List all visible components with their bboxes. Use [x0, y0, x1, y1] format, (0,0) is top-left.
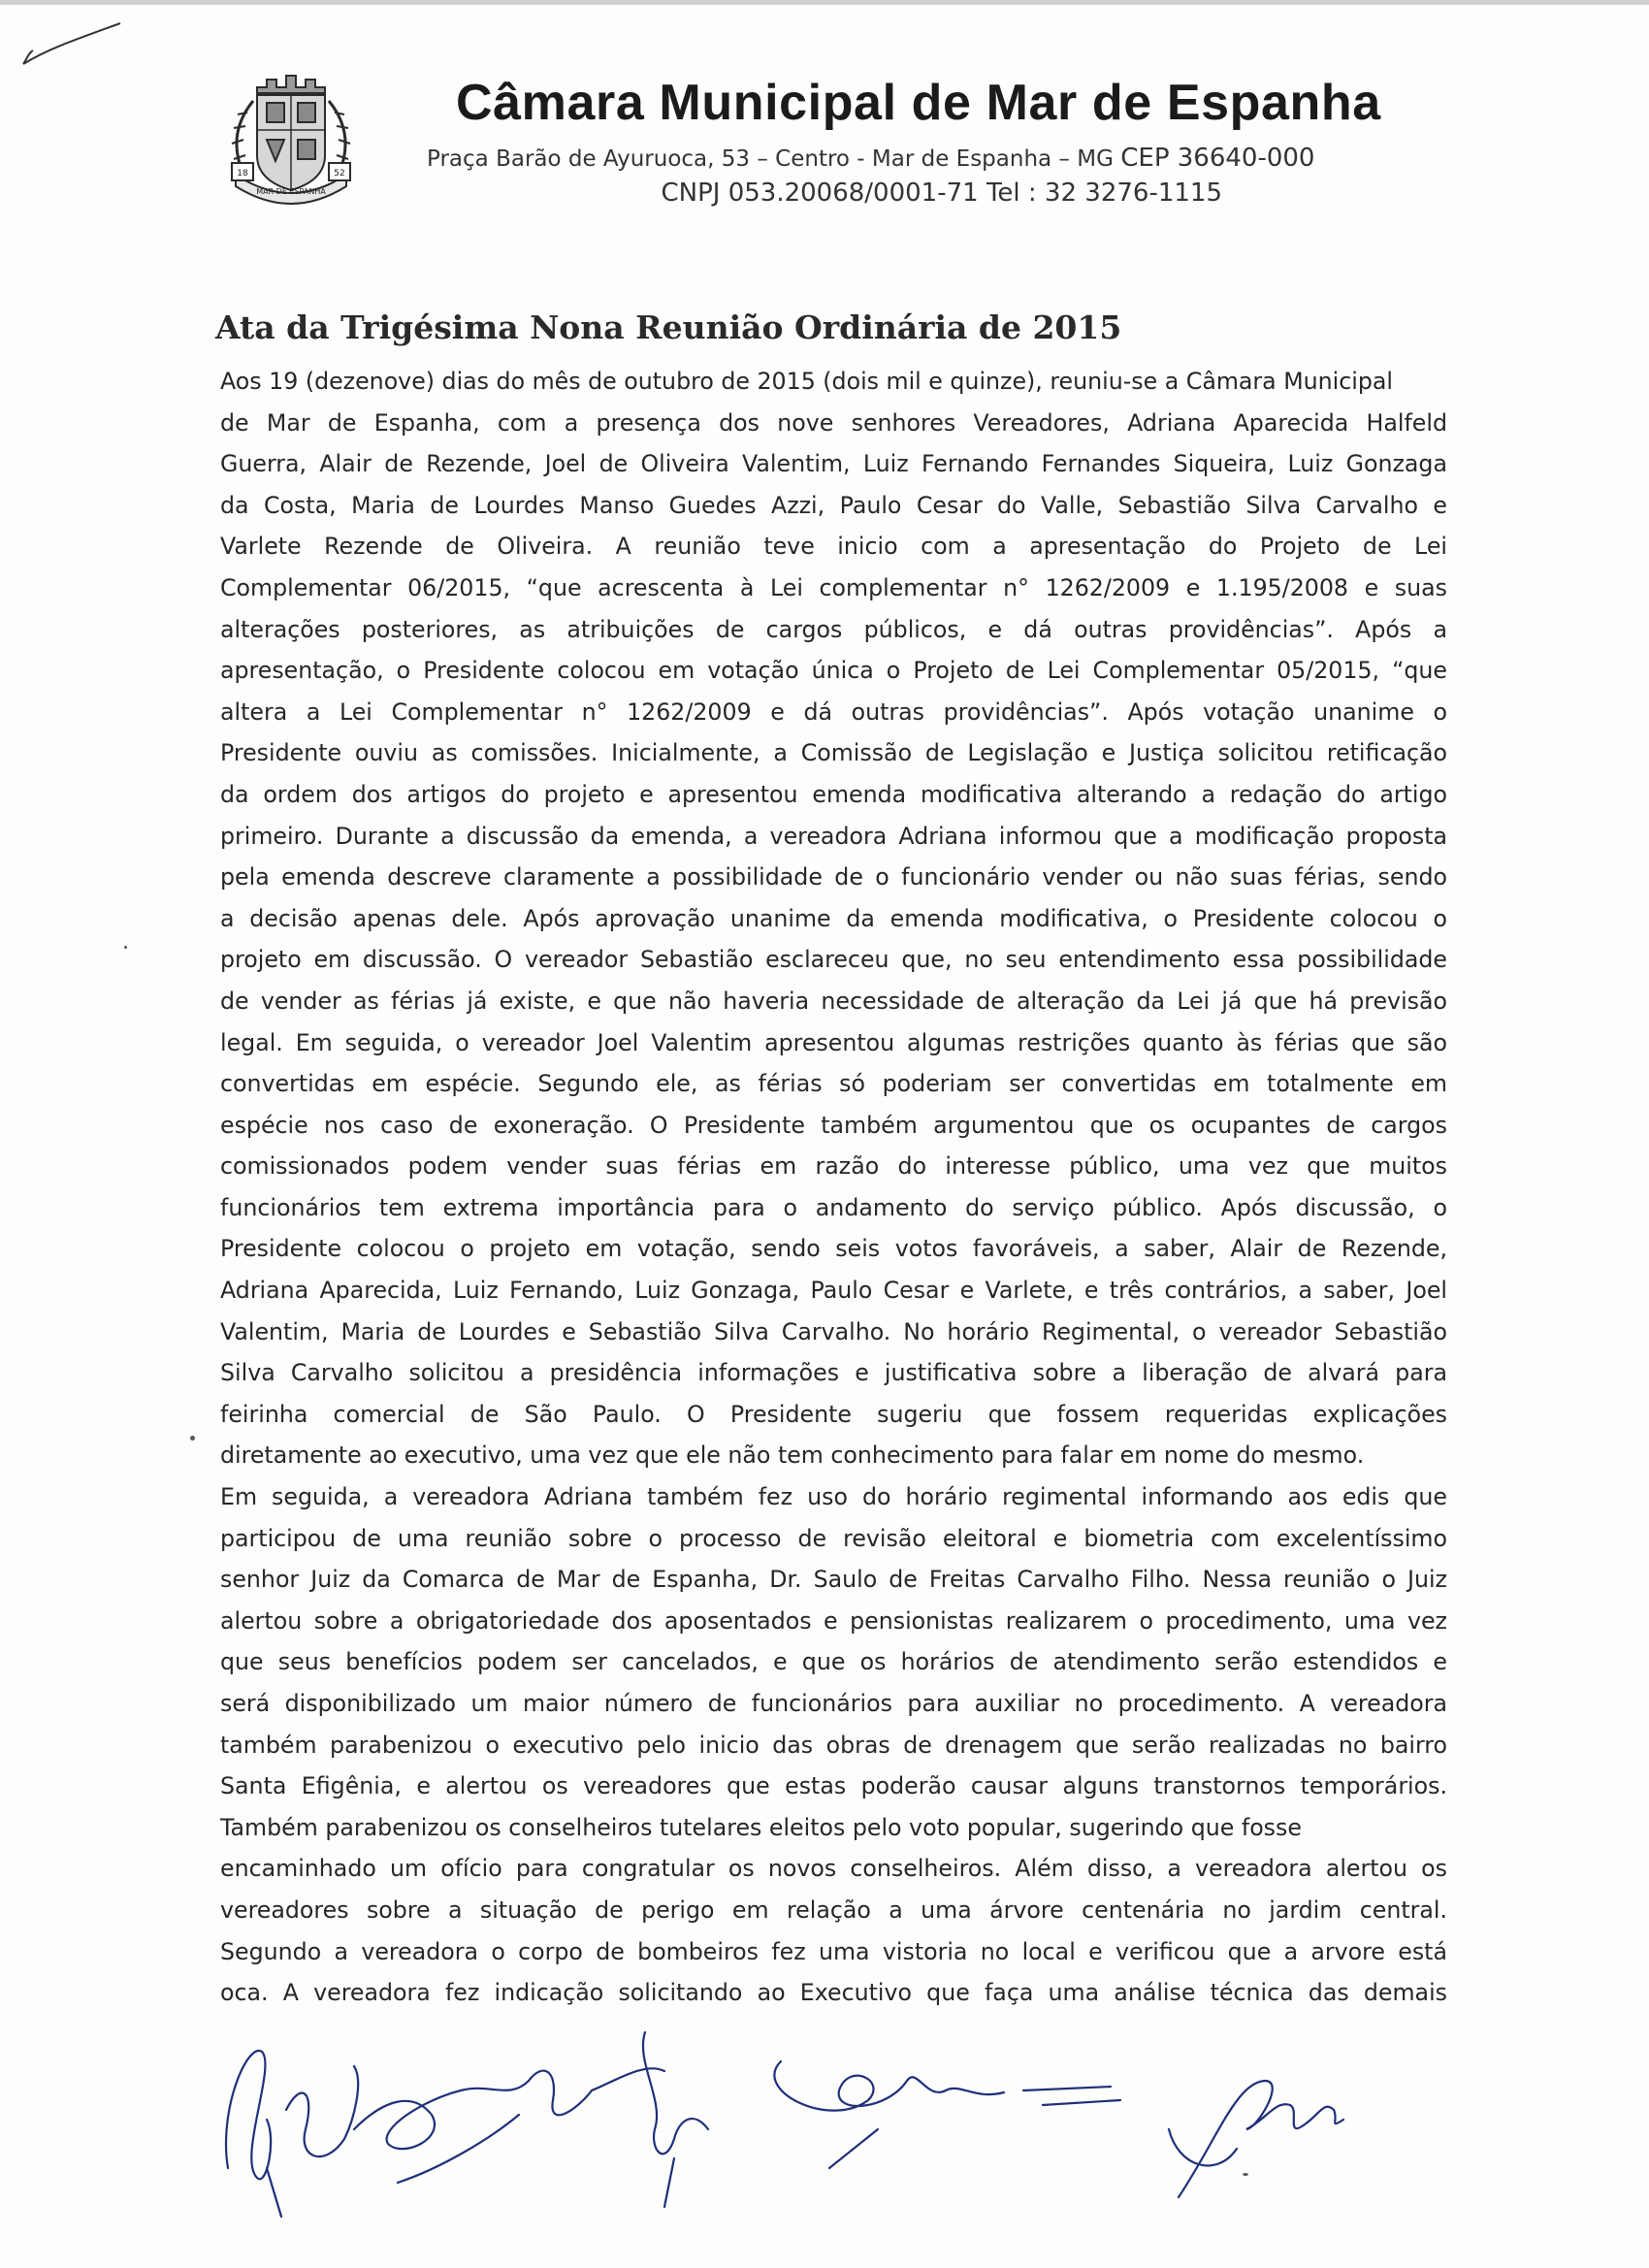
- institution-cnpj-phone: CNPJ 053.20068/0001-71 Tel : 32 3276-1115: [661, 178, 1222, 208]
- municipal-coat-of-arms-icon: [218, 66, 364, 211]
- body-text-line: Presidente ouviu as comissões. Inicialmente, a Comissão de Legislação e Justiça solicitou retificação: [220, 739, 1447, 767]
- body-text-line: Varlete Rezende de Oliveira. A reunião teve inicio com a apresentação do Projeto de Lei: [220, 533, 1447, 561]
- body-text-line: será disponibilizado um maior número de funcionários para auxiliar no procedimento. A vereadora: [220, 1690, 1447, 1717]
- crest-year-right: 52: [334, 169, 345, 178]
- body-text-line: alertou sobre a obrigatoriedade dos aposentados e pensionistas realizarem o procedimento, uma vez: [220, 1606, 1447, 1635]
- body-text-line: apresentação, o Presidente colocou em votação única o Projeto de Lei Complementar 05/2015, “que: [220, 657, 1447, 685]
- body-text-line: funcionários tem extrema importância para o andamento do serviço público. Após discussão, o: [220, 1193, 1447, 1221]
- scan-speck: [190, 1436, 195, 1441]
- body-text-line: oca. A vereadora fez indicação solicitando ao Executivo que faça uma análise técnica das demais: [220, 1979, 1447, 2007]
- body-text-line: de Mar de Espanha, com a presença dos nove senhores Vereadores, Adriana Aparecida Halfeld: [220, 408, 1447, 437]
- scan-speck: [124, 946, 127, 949]
- body-text-line: Presidente colocou o projeto em votação, sendo seis votos favoráveis, a saber, Alair de Rezende,: [220, 1235, 1447, 1263]
- crest-year-left: 18: [237, 169, 248, 178]
- minutes-body: [220, 361, 1447, 2014]
- letterhead: [218, 66, 1479, 221]
- body-text-line: Adriana Aparecida, Luiz Fernando, Luiz Gonzaga, Paulo Cesar e Varlete, e três contrários, a saber, Joel: [220, 1277, 1447, 1305]
- body-text-line: também parabenizou o executivo pelo inicio das obras de drenagem que serão realizadas no bairro: [220, 1731, 1447, 1759]
- scan-edge: [0, 0, 1649, 5]
- body-text-line: participou de uma reunião sobre o processo de revisão eleitoral e biometria com excelentíssimo: [220, 1524, 1447, 1552]
- body-text-line: Valentim, Maria de Lourdes e Sebastião Silva Carvalho. No horário Regimental, o vereador Sebastião: [220, 1317, 1447, 1345]
- body-text-line: altera a Lei Complementar n° 1262/2009 e dá outras providências”. Após votação unanime o: [220, 697, 1447, 726]
- document-title: Ata da Trigésima Nona Reunião Ordinária de 2015: [215, 308, 1122, 346]
- body-text-line: pela emenda descreve claramente a possibilidade de o funcionário vender ou não suas férias, sendo: [220, 863, 1447, 891]
- body-text-line: Aos 19 (dezenove) dias do mês de outubro de 2015 (dois mil e quinze), reuniu-se a Câmara Municipal: [220, 368, 1393, 395]
- address-text: Praça Barão de Ayuruoca, 53 – Centro - Mar de Espanha – MG: [427, 146, 1114, 172]
- body-text-line: Em seguida, a vereadora Adriana também fez uso do horário regimental informando aos edis que: [220, 1483, 1447, 1511]
- institution-name: Câmara Municipal de Mar de Espanha: [456, 75, 1381, 131]
- body-text-line: projeto em discussão. O vereador Sebastião esclareceu que, no seu entendimento essa possibilidade: [220, 946, 1447, 974]
- body-text-line: espécie nos caso de exoneração. O Presidente também argumentou que os ocupantes de cargos: [220, 1111, 1447, 1139]
- body-text-line: que seus benefícios podem ser cancelados, e que os horários de atendimento serão estendidos e: [220, 1648, 1447, 1676]
- body-text-line: a decisão apenas dele. Após aprovação unanime da emenda modificativa, o Presidente colocou o: [220, 904, 1447, 932]
- body-text-line: vereadores sobre a situação de perigo em relação a uma árvore centenária no jardim central.: [220, 1895, 1447, 1924]
- body-text-line: Santa Efigênia, e alertou os vereadores que estas poderão causar alguns transtornos temporários.: [220, 1772, 1447, 1800]
- signatures-icon: [209, 2023, 1373, 2236]
- body-text-line: Guerra, Alair de Rezende, Joel de Oliveira Valentim, Luiz Fernando Fernandes Siqueira, Luiz Gonzaga: [220, 450, 1447, 478]
- postal-code: CEP 36640-000: [1120, 144, 1315, 173]
- institution-address: [427, 144, 1315, 173]
- pen-mark-icon: [19, 16, 126, 74]
- body-text-line: alterações posteriores, as atribuições de cargos públicos, e dá outras providências”. Após a: [220, 615, 1447, 643]
- body-text-line: senhor Juiz da Comarca de Mar de Espanha, Dr. Saulo de Freitas Carvalho Filho. Nessa reunião o Juiz: [220, 1566, 1447, 1594]
- body-text-line: feirinha comercial de São Paulo. O Presidente sugeriu que fossem requeridas explicações: [220, 1400, 1447, 1428]
- body-text-line: convertidas em espécie. Segundo ele, as férias só poderiam ser convertidas em totalmente em: [220, 1070, 1447, 1098]
- body-text-line: de vender as férias já existe, e que não haveria necessidade de alteração da Lei já que há previsão: [220, 987, 1447, 1015]
- body-text-line: Também parabenizou os conselheiros tutelares eleitos pelo voto popular, sugerindo que fosse: [220, 1813, 1302, 1841]
- crest-ribbon-text: MAR DE ESPANHA: [256, 187, 326, 196]
- body-text-line: Complementar 06/2015, “que acrescenta à Lei complementar n° 1262/2009 e 1.195/2008 e suas: [220, 573, 1447, 601]
- body-text-line: legal. Em seguida, o vereador Joel Valentim apresentou algumas restrições quanto às férias que são: [220, 1028, 1447, 1056]
- body-text-line: Segundo a vereadora o corpo de bombeiros fez uma vistoria no local e verificou que a arvore está: [220, 1937, 1447, 1965]
- body-text-line: da Costa, Maria de Lourdes Manso Guedes Azzi, Paulo Cesar do Valle, Sebastião Silva Carvalho e: [220, 491, 1447, 519]
- body-text-line: primeiro. Durante a discussão da emenda, a vereadora Adriana informou que a modificação proposta: [220, 822, 1447, 850]
- scan-speck: [1243, 2173, 1248, 2176]
- body-text-line: diretamente ao executivo, uma vez que ele não tem conhecimento para falar em nome do mesmo.: [220, 1442, 1365, 1470]
- body-text-line: da ordem dos artigos do projeto e apresentou emenda modificativa alterando a redação do artigo: [220, 780, 1447, 808]
- body-text-line: comissionados podem vender suas férias em razão do interesse público, uma vez que muitos: [220, 1152, 1447, 1181]
- body-text-line: encaminhado um ofício para congratular os novos conselheiros. Além disso, a vereadora alertou os: [220, 1855, 1447, 1883]
- body-text-line: Silva Carvalho solicitou a presidência informações e justificativa sobre a liberação de alvará para: [220, 1359, 1447, 1387]
